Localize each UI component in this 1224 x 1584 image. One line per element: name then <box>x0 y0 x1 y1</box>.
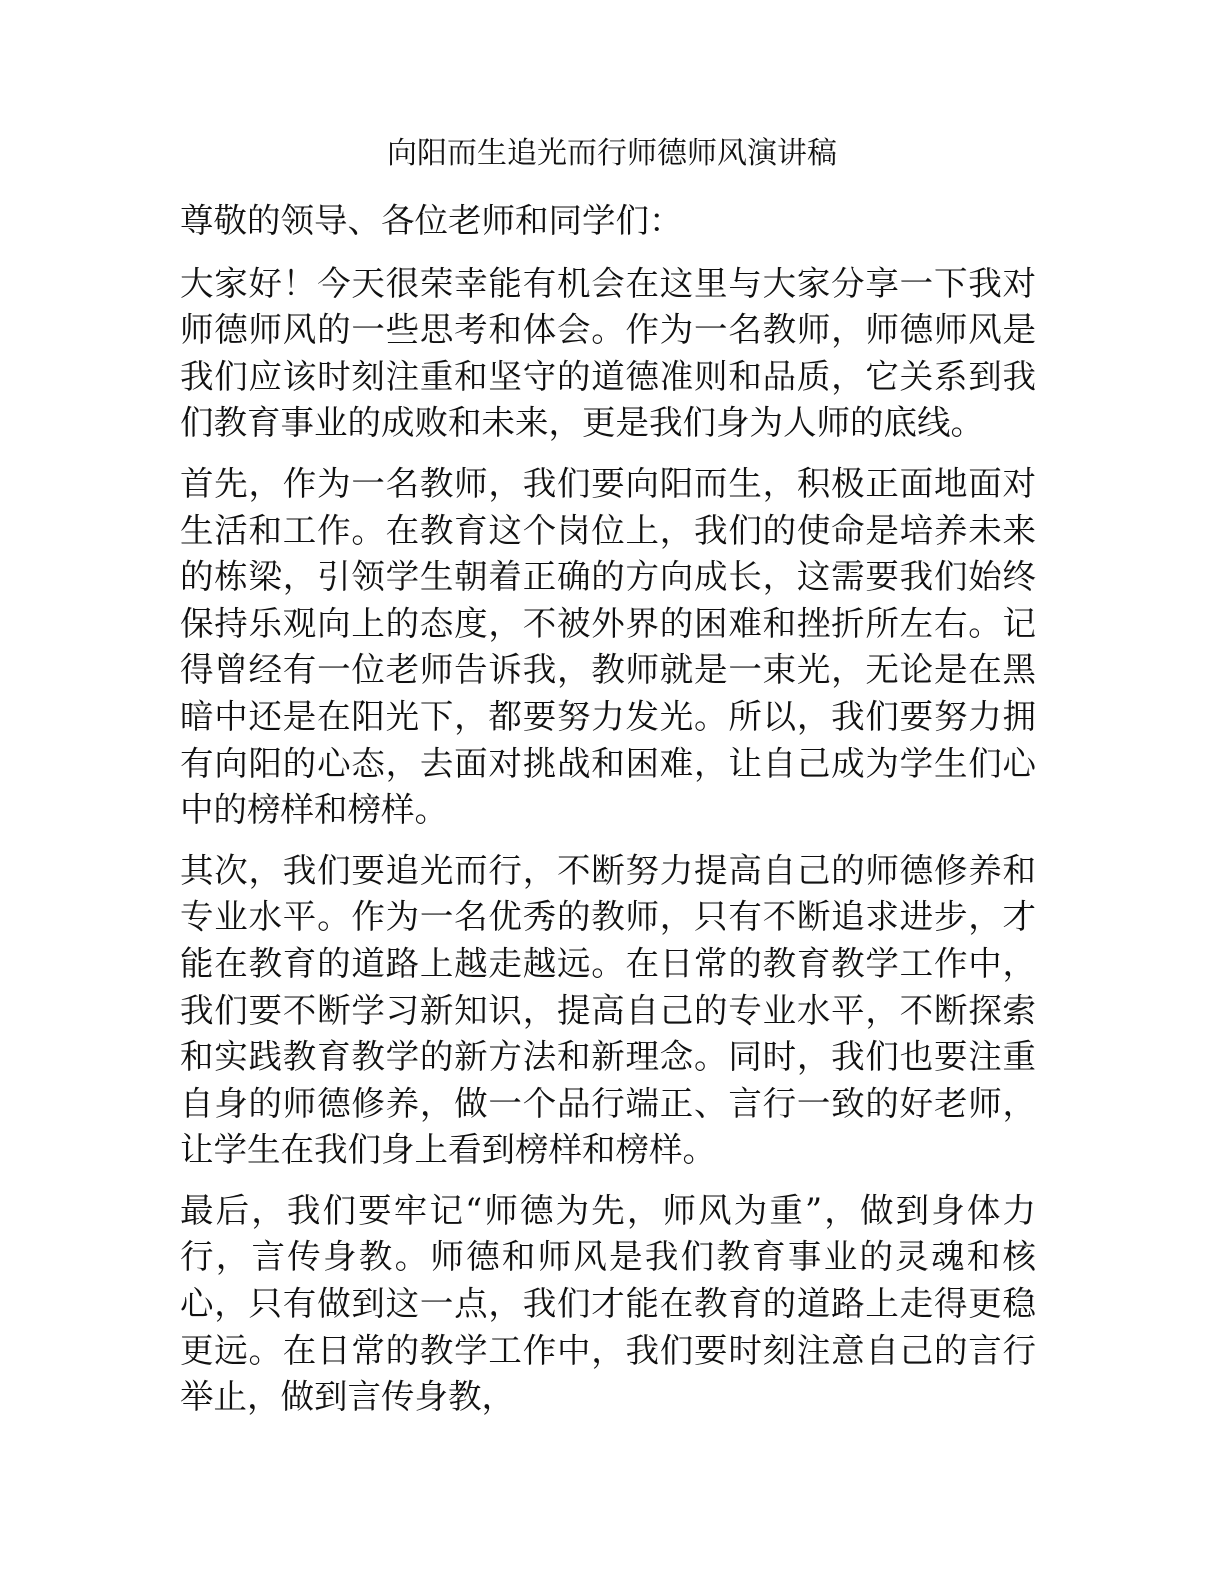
document-body <box>180 198 1036 1435</box>
document-title: 向阳而生追光而行师德师风演讲稿 <box>387 136 837 171</box>
opening-paragraph: 大家好！今天很荣幸能有机会在这里与大家分享一下我对师德师风的一些思考和体会。作为一名教师，师德师风是我们应该时刻注重和坚守的道德准则和品质，它关系到我们教育事业的成败和未来，更是我们身为人师的底线。 <box>180 263 1036 443</box>
final-point-paragraph: 最后，我们要牢记“师德为先，师风为重”，做到身体力行，言传身教。师德和师风是我们教育事业的灵魂和核心，只有做到这一点，我们才能在教育的道路上走得更稳更远。在日常的教学工作中，我们要时刻注意自己的言行举止，做到言传身教， <box>180 1190 1036 1417</box>
greeting-paragraph: 尊敬的领导、各位老师和同学们： <box>180 201 683 240</box>
first-point-paragraph: 首先，作为一名教师，我们要向阳而生，积极正面地面对生活和工作。在教育这个岗位上，我们的使命是培养未来的栋梁，引领学生朝着正确的方向成长，这需要我们始终保持乐观向上的态度，不被外界的困难和挫折所左右。记得曾经有一位老师告诉我，教师就是一束光，无论是在黑暗中还是在阳光下，都要努力发光。所以，我们要努力拥有向阳的心态，去面对挑战和困难，让自己成为学生们心中的榜样和榜样。 <box>180 463 1036 830</box>
second-point-paragraph: 其次，我们要追光而行，不断努力提高自己的师德修养和专业水平。作为一名优秀的教师，只有不断追求进步，才能在教育的道路上越走越远。在日常的教育教学工作中，我们要不断学习新知识，提高自己的专业水平，不断探索和实践教育教学的新方法和新理念。同时，我们也要注重自身的师德修养，做一个品行端正、言行一致的好老师，让学生在我们身上看到榜样和榜样。 <box>180 850 1036 1170</box>
